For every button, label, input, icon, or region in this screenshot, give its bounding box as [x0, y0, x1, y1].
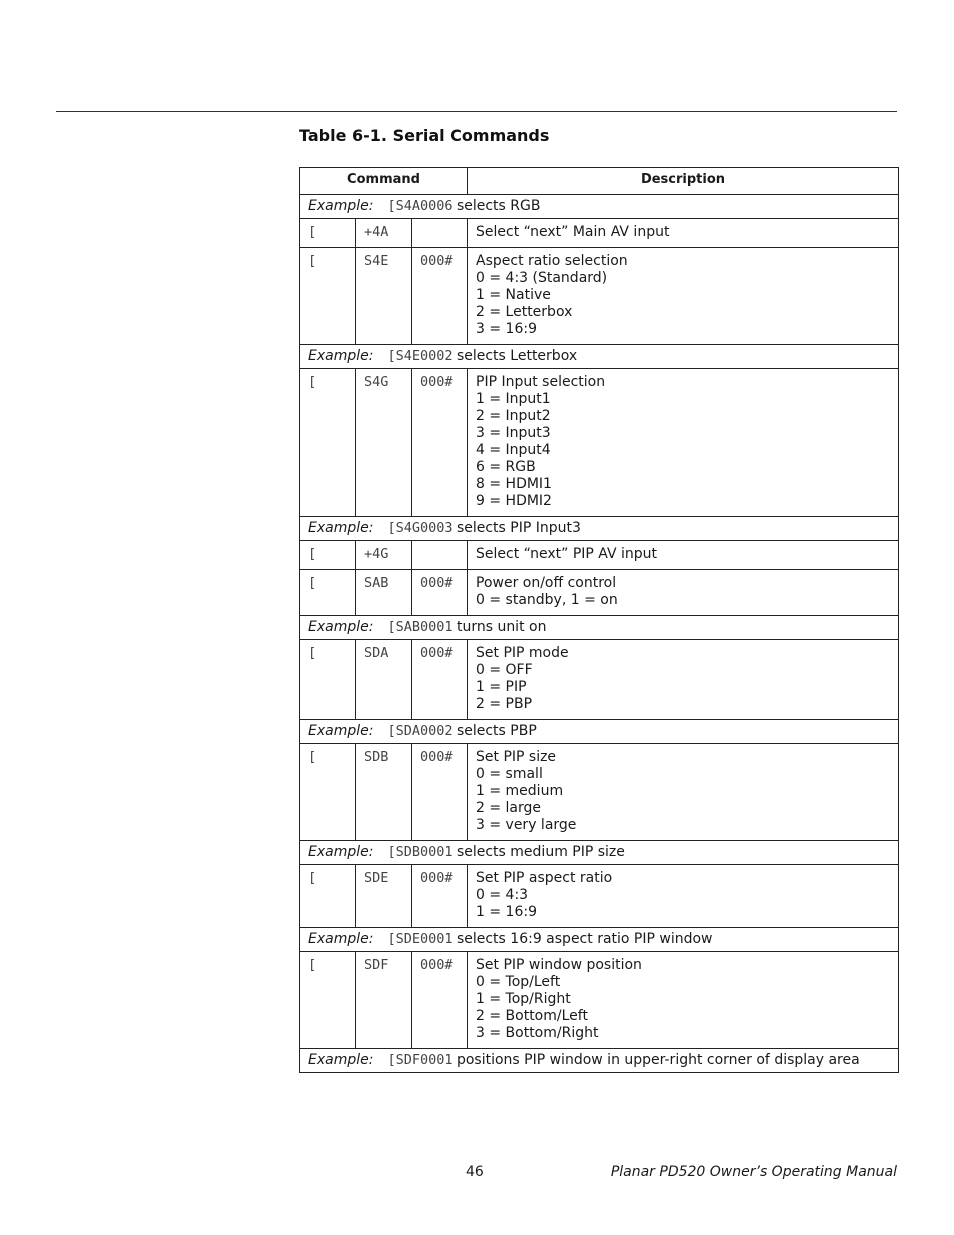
command-prefix: [ — [300, 952, 356, 1049]
example-text: selects medium PIP size — [452, 844, 625, 860]
example-label: Example: — [308, 198, 374, 214]
example-cell — [300, 928, 899, 952]
command-description — [468, 570, 899, 616]
example-row — [300, 345, 899, 369]
example-code: [SDE0001 — [387, 931, 453, 947]
example-cell — [300, 720, 899, 744]
description-option: 2 = Letterbox — [476, 304, 573, 320]
example-code: [SDF0001 — [387, 1052, 453, 1068]
command-description — [468, 219, 899, 248]
description-option: 2 = large — [476, 800, 542, 816]
command-prefix: [ — [300, 219, 356, 248]
command-param: 000# — [412, 640, 468, 720]
description-option: 3 = Input3 — [476, 425, 551, 441]
example-cell — [300, 517, 899, 541]
example-cell — [300, 616, 899, 640]
table-body — [300, 195, 899, 1073]
example-row — [300, 1049, 899, 1073]
example-row — [300, 841, 899, 865]
command-code: SDA — [356, 640, 412, 720]
command-param: 000# — [412, 248, 468, 345]
table-header-row — [300, 168, 899, 195]
command-description — [468, 952, 899, 1049]
command-prefix: [ — [300, 541, 356, 570]
description-option: 1 = Top/Right — [476, 991, 571, 1007]
command-row — [300, 952, 899, 1049]
command-description — [468, 369, 899, 517]
description-option: 2 = Bottom/Left — [476, 1008, 588, 1024]
example-row — [300, 195, 899, 219]
description-title: Aspect ratio selection — [476, 253, 628, 269]
command-row — [300, 248, 899, 345]
description-option: 2 = PBP — [476, 696, 533, 712]
example-row — [300, 720, 899, 744]
command-code: SDF — [356, 952, 412, 1049]
command-row — [300, 865, 899, 928]
description-option: 1 = 16:9 — [476, 904, 537, 920]
example-row — [300, 928, 899, 952]
command-param: 000# — [412, 952, 468, 1049]
example-label: Example: — [308, 1052, 374, 1068]
description-title: Select “next” Main AV input — [476, 224, 670, 240]
description-title: Set PIP size — [476, 749, 557, 765]
header-rule — [56, 111, 897, 112]
example-cell — [300, 195, 899, 219]
command-row — [300, 570, 899, 616]
description-title: Set PIP mode — [476, 645, 569, 661]
description-option: 3 = very large — [476, 817, 577, 833]
description-title: PIP Input selection — [476, 374, 606, 390]
command-prefix: [ — [300, 570, 356, 616]
command-param — [412, 219, 468, 248]
command-description — [468, 865, 899, 928]
command-header: Command — [300, 168, 468, 195]
description-option: 1 = PIP — [476, 679, 527, 695]
description-option: 6 = RGB — [476, 459, 536, 475]
example-text: selects 16:9 aspect ratio PIP window — [452, 931, 713, 947]
example-label: Example: — [308, 619, 374, 635]
description-option: 1 = Input1 — [476, 391, 551, 407]
command-code: SDE — [356, 865, 412, 928]
serial-commands-table — [299, 167, 899, 1073]
command-code: +4A — [356, 219, 412, 248]
example-code: [S4G0003 — [387, 520, 453, 536]
example-code: [SDB0001 — [387, 844, 453, 860]
page-number: 46 — [466, 1164, 484, 1180]
command-description — [468, 248, 899, 345]
example-text: selects RGB — [452, 198, 541, 214]
description-title: Set PIP aspect ratio — [476, 870, 613, 886]
description-option: 8 = HDMI1 — [476, 476, 552, 492]
command-prefix: [ — [300, 640, 356, 720]
command-description — [468, 640, 899, 720]
example-row — [300, 517, 899, 541]
command-param: 000# — [412, 369, 468, 517]
description-option: 0 = OFF — [476, 662, 533, 678]
example-cell — [300, 841, 899, 865]
description-option: 1 = medium — [476, 783, 564, 799]
table-title: Table 6-1. Serial Commands — [299, 126, 550, 145]
description-option: 1 = Native — [476, 287, 551, 303]
command-row — [300, 640, 899, 720]
example-label: Example: — [308, 723, 374, 739]
description-option: 0 = small — [476, 766, 543, 782]
manual-title: Planar PD520 Owner’s Operating Manual — [610, 1164, 897, 1180]
example-label: Example: — [308, 348, 374, 364]
command-row — [300, 369, 899, 517]
description-option: 2 = Input2 — [476, 408, 551, 424]
command-param: 000# — [412, 570, 468, 616]
example-text: turns unit on — [452, 619, 547, 635]
example-code: [SDA0002 — [387, 723, 453, 739]
description-option: 3 = 16:9 — [476, 321, 537, 337]
command-description — [468, 541, 899, 570]
command-row — [300, 541, 899, 570]
description-title: Set PIP window position — [476, 957, 642, 973]
command-code: S4G — [356, 369, 412, 517]
example-label: Example: — [308, 844, 374, 860]
example-label: Example: — [308, 520, 374, 536]
example-cell — [300, 345, 899, 369]
description-option: 4 = Input4 — [476, 442, 551, 458]
description-title: Power on/off control — [476, 575, 617, 591]
example-code: [S4A0006 — [387, 198, 453, 214]
command-description — [468, 744, 899, 841]
command-row — [300, 744, 899, 841]
command-prefix: [ — [300, 865, 356, 928]
command-param — [412, 541, 468, 570]
example-text: selects Letterbox — [452, 348, 578, 364]
example-row — [300, 616, 899, 640]
command-prefix: [ — [300, 744, 356, 841]
command-code: +4G — [356, 541, 412, 570]
example-text: selects PIP Input3 — [452, 520, 581, 536]
description-option: 9 = HDMI2 — [476, 493, 552, 509]
command-row — [300, 219, 899, 248]
command-param: 000# — [412, 744, 468, 841]
description-header: Description — [468, 168, 899, 195]
example-label: Example: — [308, 931, 374, 947]
command-prefix: [ — [300, 248, 356, 345]
description-title: Select “next” PIP AV input — [476, 546, 658, 562]
description-option: 0 = standby, 1 = on — [476, 592, 618, 608]
example-cell — [300, 1049, 899, 1073]
command-code: SDB — [356, 744, 412, 841]
example-text: positions PIP window in upper-right corner of display area — [452, 1052, 860, 1068]
example-text: selects PBP — [452, 723, 537, 739]
description-option: 0 = 4:3 — [476, 887, 529, 903]
command-param: 000# — [412, 865, 468, 928]
description-option: 3 = Bottom/Right — [476, 1025, 599, 1041]
example-code: [S4E0002 — [387, 348, 453, 364]
command-code: S4E — [356, 248, 412, 345]
description-option: 0 = 4:3 (Standard) — [476, 270, 608, 286]
command-code: SAB — [356, 570, 412, 616]
command-prefix: [ — [300, 369, 356, 517]
description-option: 0 = Top/Left — [476, 974, 561, 990]
example-code: [SAB0001 — [387, 619, 453, 635]
